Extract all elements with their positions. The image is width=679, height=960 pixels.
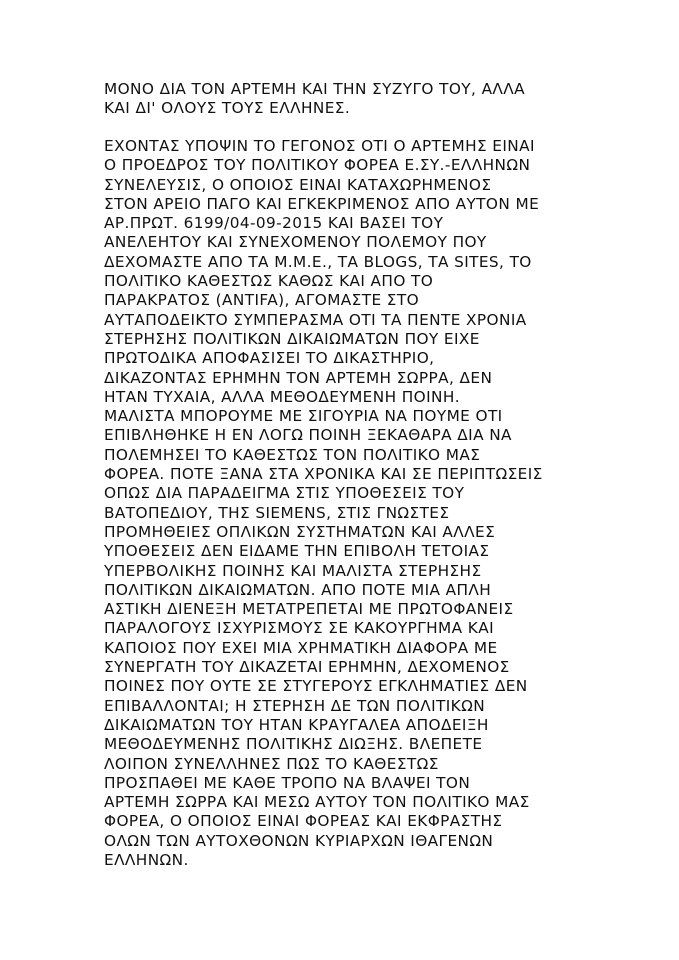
text-line: ΜΑΛΙΣΤΑ ΜΠΟΡΟΥΜΕ ΜΕ ΣΙΓΟΥΡΙΑ ΝΑ ΠΟΥΜΕ ΟΤΙ — [104, 407, 503, 426]
text-line: ΦΟΡΕΑ. ΠΟΤΕ ΞΑΝΑ ΣΤΑ ΧΡΟΝΙΚΑ ΚΑΙ ΣΕ ΠΕΡΙΠΤΩΣΕΙΣ — [104, 465, 543, 484]
text-line: ΠΡΟΜΗΘΕΙΕΣ ΟΠΛΙΚΩΝ ΣΥΣΤΗΜΑΤΩΝ ΚΑΙ ΑΛΛΕΣ — [104, 522, 496, 541]
text-line: ΔΕΧΟΜΑΣΤΕ ΑΠΟ ΤΑ Μ.Μ.Ε., ΤΑ BLOGS, ΤΑ SITES, ΤΟ — [104, 252, 532, 271]
text-line: ΕΧΟΝΤΑΣ ΥΠΟΨΙΝ ΤΟ ΓΕΓΟΝΟΣ ΟΤΙ Ο ΑΡΤΕΜΗΣ ΕΙΝΑΙ — [104, 137, 535, 155]
text-line: ΑΝΕΛΕΗΤΟΥ ΚΑΙ ΣΥΝΕΧΟΜΕΝΟΥ ΠΟΛΕΜΟΥ ΠΟΥ — [104, 233, 487, 252]
text-line: ΚΑΙ ΔΙ' ΟΛΟΥΣ ΤΟΥΣ ΕΛΛΗΝΕΣ. — [104, 99, 351, 118]
text-line: ΑΡ.ΠΡΩΤ. 6199/04-09-2015 ΚΑΙ ΒΑΣΕΙ ΤΟΥ — [104, 214, 444, 233]
text-line: ΥΠΟΘΕΣΕΙΣ ΔΕΝ ΕΙΔΑΜΕ ΤΗΝ ΕΠΙΒΟΛΗ ΤΕΤΟΙΑΣ — [104, 542, 490, 561]
text-line: ΗΤΑΝ ΤΥΧΑΙΑ, ΑΛΛΑ ΜΕΘΟΔΕΥΜΕΝΗ ΠΟΙΝΗ. — [104, 387, 461, 406]
text-line: ΛΟΙΠΟΝ ΣΥΝΕΛΛΗΝΕΣ ΠΩΣ ΤΟ ΚΑΘΕΣΤΩΣ — [104, 754, 439, 773]
text-line: ΣΤΕΡΗΣΗΣ ΠΟΛΙΤΙΚΩΝ ΔΙΚΑΙΩΜΑΤΩΝ ΠΟΥ ΕΙΧΕ — [104, 329, 480, 348]
text-line: ΦΟΡΕΑ, Ο ΟΠΟΙΟΣ ΕΙΝΑΙ ΦΟΡΕΑΣ ΚΑΙ ΕΚΦΡΑΣΤΗΣ — [104, 812, 503, 831]
text-line: ΕΛΛΗΝΩΝ. — [104, 850, 189, 869]
text-line: ΟΛΩΝ ΤΩΝ ΑΥΤΟΧΘΟΝΩΝ ΚΥΡΙΑΡΧΩΝ ΙΘΑΓΕΝΩΝ — [104, 831, 494, 850]
text-line: ΣΥΝΕΛΕΥΣΙΣ, Ο ΟΠΟΙΟΣ ΕΙΝΑΙ ΚΑΤΑΧΩΡΗΜΕΝΟΣ — [104, 175, 492, 194]
text-line: ΠΟΙΝΕΣ ΠΟΥ ΟΥΤΕ ΣΕ ΣΤΥΓΕΡΟΥΣ ΕΓΚΛΗΜΑΤΙΕΣ ΔΕΝ — [104, 677, 528, 696]
text-line: ΕΠΙΒΛΗΘΗΚΕ Η ΕΝ ΛΟΓΩ ΠΟΙΝΗ ΞΕΚΑΘΑΡΑ ΔΙΑ ΝΑ — [104, 426, 512, 445]
text-line: Ο ΠΡΟΕΔΡΟΣ ΤΟΥ ΠΟΛΙΤΙΚΟΥ ΦΟΡΕΑ Ε.ΣΥ.-ΕΛΛΗΝΩΝ — [104, 156, 531, 175]
text-line: ΠΡΟΣΠΑΘΕΙ ΜΕ ΚΑΘΕ ΤΡΟΠΟ ΝΑ ΒΛΑΨΕΙ ΤΟΝ — [104, 773, 471, 792]
text-line: ΔΙΚΑΙΩΜΑΤΩΝ ΤΟΥ ΗΤΑΝ ΚΡΑΥΓΑΛΕΑ ΑΠΟΔΕΙΞΗ — [104, 715, 489, 734]
text-line: ΔΙΚΑΖΟΝΤΑΣ ΕΡΗΜΗΝ ΤΟΝ ΑΡΤΕΜΗ ΣΩΡΡΑ, ΔΕΝ — [104, 368, 493, 387]
text-line: ΠΟΛΙΤΙΚΟ ΚΑΘΕΣΤΩΣ ΚΑΘΩΣ ΚΑΙ ΑΠΟ ΤΟ — [104, 272, 434, 291]
paragraph-intro — [104, 80, 594, 119]
text-line: ΑΡΤΕΜΗ ΣΩΡΡΑ ΚΑΙ ΜΕΣΩ ΑΥΤΟΥ ΤΟΝ ΠΟΛΙΤΙΚΟ ΜΑΣ — [104, 793, 530, 812]
text-line: ΟΠΩΣ ΔΙΑ ΠΑΡΑΔΕΙΓΜΑ ΣΤΙΣ ΥΠΟΘΕΣΕΙΣ ΤΟΥ — [104, 484, 465, 503]
text-line: ΣΤΟΝ ΑΡΕΙΟ ΠΑΓΟ ΚΑΙ ΕΓΚΕΚΡΙΜΕΝΟΣ ΑΠΟ ΑΥΤΟΝ ΜΕ — [104, 194, 540, 213]
paragraph-main — [104, 137, 594, 870]
text-line: ΜΟΝΟ ΔΙΑ ΤΟΝ ΑΡΤΕΜΗ ΚΑΙ ΤΗΝ ΣΥΖΥΓΟ ΤΟΥ, ΑΛΛΑ — [104, 80, 526, 98]
text-line: ΜΕΘΟΔΕΥΜΕΝΗΣ ΠΟΛΙΤΙΚΗΣ ΔΙΩΞΗΣ. ΒΛΕΠΕΤΕ — [104, 735, 483, 754]
text-line: ΠΑΡΑΚΡΑΤΟΣ (ANTIFA), ΑΓΟΜΑΣΤΕ ΣΤΟ — [104, 291, 420, 310]
text-line: ΠΟΛΕΜΗΣΕΙ ΤΟ ΚΑΘΕΣΤΩΣ ΤΟΝ ΠΟΛΙΤΙΚΟ ΜΑΣ — [104, 445, 481, 464]
text-line: ΑΣΤΙΚΗ ΔΙΕΝΕΞΗ ΜΕΤΑΤΡΕΠΕΤΑΙ ΜΕ ΠΡΩΤΟΦΑΝΕΙΣ — [104, 600, 514, 619]
text-line: ΥΠΕΡΒΟΛΙΚΗΣ ΠΟΙΝΗΣ ΚΑΙ ΜΑΛΙΣΤΑ ΣΤΕΡΗΣΗΣ — [104, 561, 482, 580]
text-line: ΕΠΙΒΑΛΛΟΝΤΑΙ; Η ΣΤΕΡΗΣΗ ΔΕ ΤΩΝ ΠΟΛΙΤΙΚΩΝ — [104, 696, 486, 715]
text-line: ΣΥΝΕΡΓΑΤΗ ΤΟΥ ΔΙΚΑΖΕΤΑΙ ΕΡΗΜΗΝ, ΔΕΧΟΜΕΝΟΣ — [104, 658, 510, 677]
text-line: ΠΡΩΤΟΔΙΚΑ ΑΠΟΦΑΣΙΣΕΙ ΤΟ ΔΙΚΑΣΤΗΡΙΟ, — [104, 349, 435, 368]
text-line: ΒΑΤΟΠΕΔΙΟΥ, ΤΗΣ SIEMENS, ΣΤΙΣ ΓΝΩΣΤΕΣ — [104, 503, 450, 522]
text-line: ΑΥΤΑΠΟΔΕΙΚΤΟ ΣΥΜΠΕΡΑΣΜΑ ΟΤΙ ΤΑ ΠΕΝΤΕ ΧΡΟΝΙΑ — [104, 310, 527, 329]
text-line: ΠΑΡΑΛΟΓΟΥΣ ΙΣΧΥΡΙΣΜΟΥΣ ΣΕ ΚΑΚΟΥΡΓΗΜΑ ΚΑΙ — [104, 619, 494, 638]
text-line: ΚΑΠΟΙΟΣ ΠΟΥ ΕΧΕΙ ΜΙΑ ΧΡΗΜΑΤΙΚΗ ΔΙΑΦΟΡΑ ΜΕ — [104, 638, 498, 657]
text-line: ΠΟΛΙΤΙΚΩΝ ΔΙΚΑΙΩΜΑΤΩΝ. ΑΠΟ ΠΟΤΕ ΜΙΑ ΑΠΛΗ — [104, 580, 492, 599]
